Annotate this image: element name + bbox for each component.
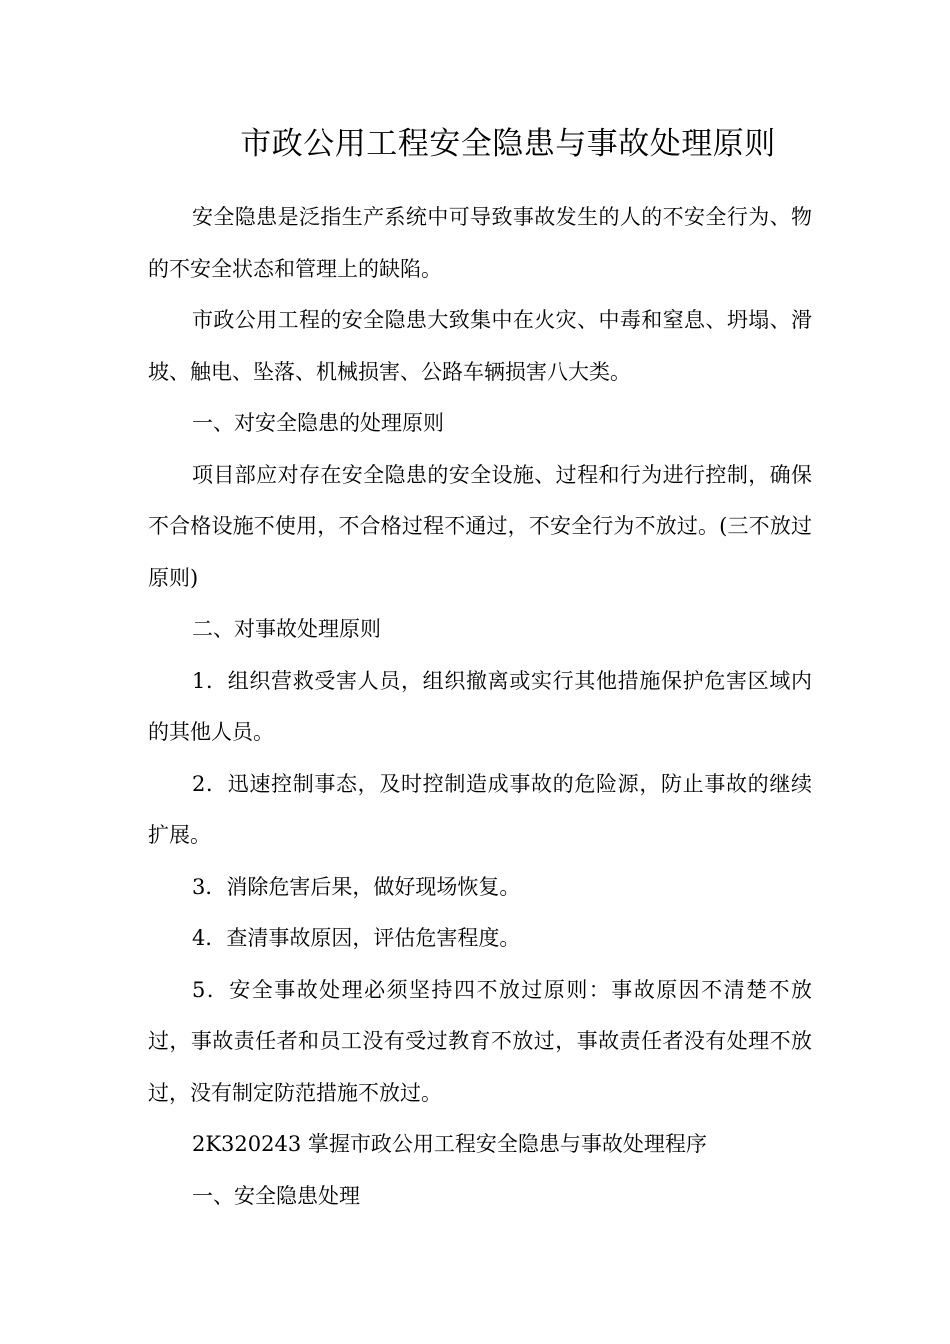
- list-item-four-principles: 5．安全事故处理必须坚持四不放过原则：事故原因不清楚不放过，事故责任者和员工没有受过教育不放过，事故责任者没有处理不放过，没有制定防范措施不放过。: [148, 977, 812, 1105]
- paragraph-hazard-control: 项目部应对存在安全隐患的安全设施、过程和行为进行控制，确保不合格设施不使用，不合格过程不通过，不安全行为不放过。(三不放过原则): [148, 462, 812, 590]
- list-item-rescue: 1．组织营救受害人员，组织撤离或实行其他措施保护危害区域内的其他人员。: [148, 668, 812, 744]
- paragraph-hazard-categories: 市政公用工程的安全隐患大致集中在火灾、中毒和窒息、坍塌、滑坡、触电、坠落、机械损害、公路车辆损害八大类。: [148, 308, 812, 384]
- heading-accident-principles: 二、对事故处理原则: [192, 617, 381, 641]
- paragraph-hazard-definition: 安全隐患是泛指生产系统中可导致事故发生的人的不安全行为、物的不安全状态和管理上的缺陷。: [148, 205, 812, 281]
- list-item-eliminate-hazard: 3．消除危害后果，做好现场恢复。: [192, 874, 521, 899]
- document-title: 市政公用工程安全隐患与事故处理原则: [240, 126, 776, 162]
- section-heading-procedure: 2K320243 掌握市政公用工程安全隐患与事故处理程序: [192, 1132, 707, 1156]
- list-item-control-situation: 2．迅速控制事态，及时控制造成事故的危险源，防止事故的继续扩展。: [148, 771, 812, 847]
- heading-hazard-principles: 一、对安全隐患的处理原则: [192, 411, 444, 435]
- document-body: [148, 192, 812, 1222]
- heading-hazard-handling: 一、安全隐患处理: [192, 1183, 360, 1208]
- list-item-investigate: 4．查清事故原因，评估危害程度。: [192, 926, 521, 950]
